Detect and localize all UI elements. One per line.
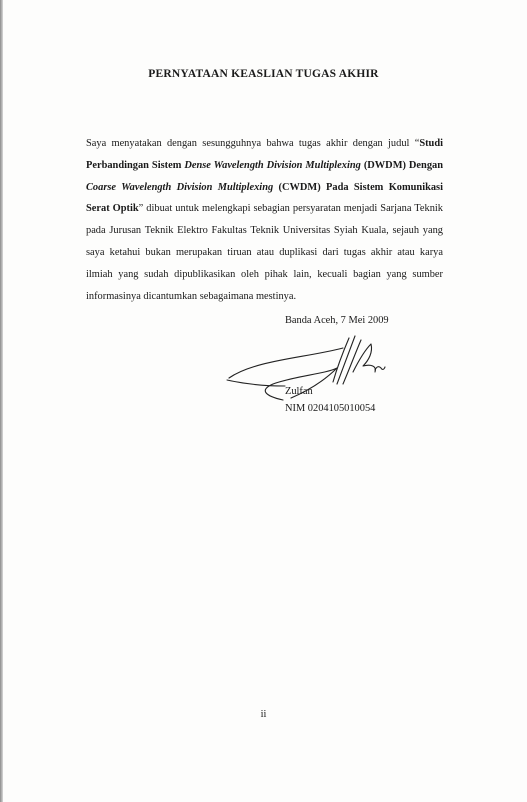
place-date: Banda Aceh, 7 Mei 2009	[285, 315, 389, 326]
signer-nim: NIM 0204105010054	[285, 403, 376, 414]
scan-edge	[0, 0, 3, 802]
thesis-title-part-1: Studi Perbandingan Sistem	[86, 138, 443, 171]
thesis-title-cwdm: Coarse Wavelength Division Multiplexing	[86, 181, 274, 193]
page-title: PERNYATAAN KEASLIAN TUGAS AKHIR	[148, 68, 379, 80]
paragraph-intro: Saya menyatakan dengan sesungguhnya bahwa tugas akhir dengan judul “	[86, 138, 420, 149]
handwritten-signature	[225, 330, 395, 410]
paragraph-rest: ” dibuat untuk melengkapi sebagian persyaratan menjadi Sarjana Teknik pada Jurusan Teknik Elektro Fakultas Teknik Universitas Syiah Kuala, sejauh yang saya ketahui bukan merupakan tiruan atau duplikasi dari tugas akhir atau karya ilmiah yang sudah dipublikasikan oleh pihak lain, kecuali bagian yang sumber informasinya dicantumkan sebagaimana mestinya.	[86, 203, 443, 302]
signer-name: Zulfan	[285, 386, 313, 397]
thesis-title-dwdm: Dense Wavelength Division Multiplexing	[184, 159, 361, 171]
page-number: ii	[260, 709, 267, 720]
thesis-title-part-3: (CWDM) Pada Sistem Komunikasi Serat Optik	[86, 181, 443, 215]
statement-paragraph	[86, 133, 443, 307]
thesis-title-part-2: (DWDM) Dengan	[360, 159, 443, 171]
